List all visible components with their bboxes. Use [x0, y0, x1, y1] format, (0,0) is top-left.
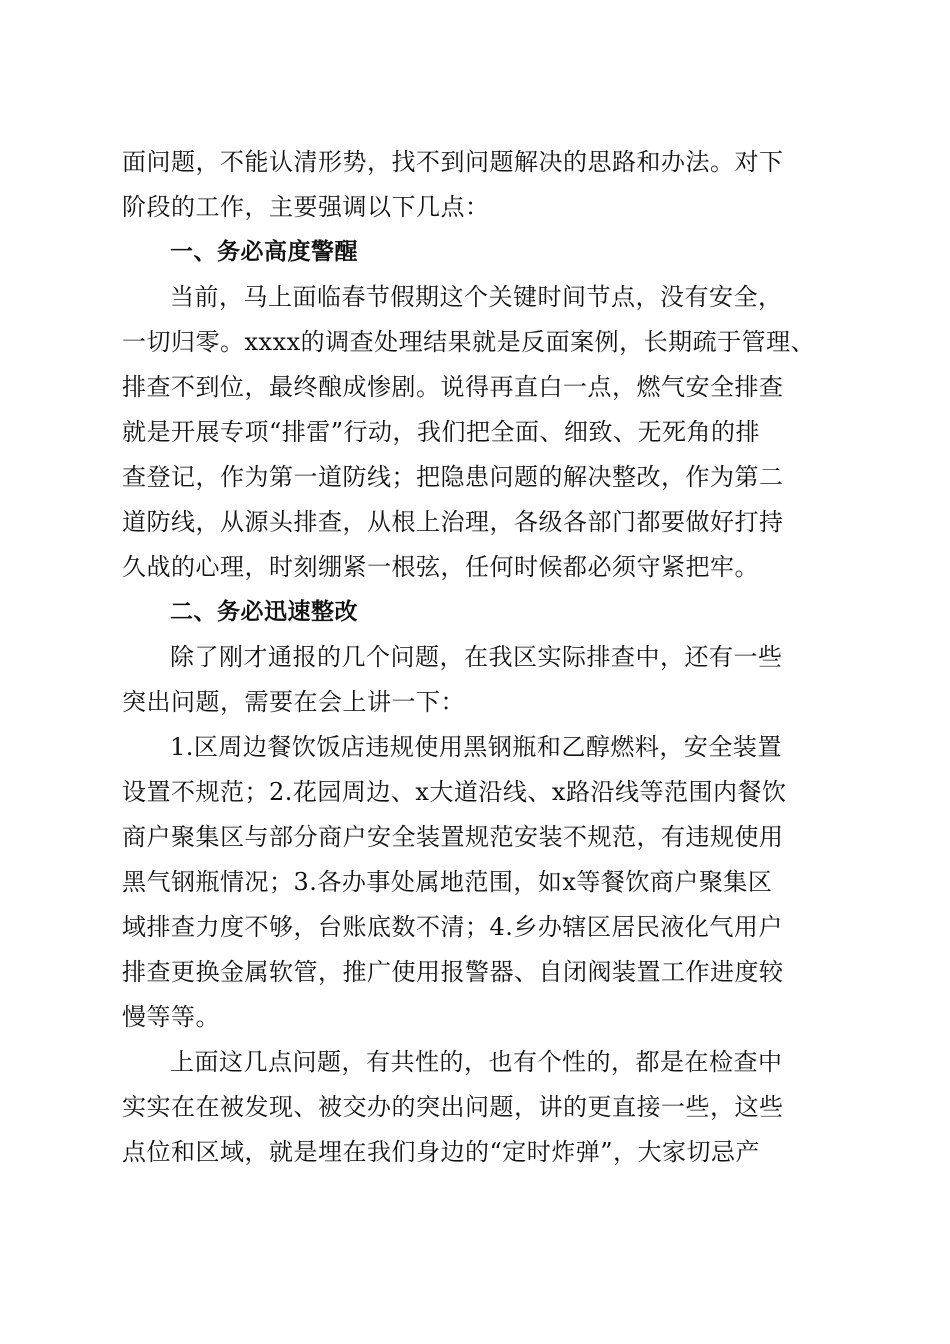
paragraph-line: 一切归零。xxxx的调查处理结果就是反面案例，长期疏于管理、: [122, 328, 816, 356]
paragraph-line: 除了刚才通报的几个问题，在我区实际排查中，还有一些: [170, 643, 783, 671]
paragraph-line: 实实在在被发现、被交办的突出问题，讲的更直接一些，这些: [122, 1093, 784, 1121]
section-heading-1: 一、务必高度警醒: [170, 239, 358, 265]
paragraph-line: 就是开展专项“排雷”行动，我们把全面、细致、无死角的排: [122, 418, 761, 446]
paragraph-line: 慢等等。: [122, 1003, 220, 1031]
document-body: [122, 140, 842, 1175]
paragraph-line: 黑气钢瓶情况；3.各办事处属地范围，如x等餐饮商户聚集区: [122, 868, 773, 896]
paragraph-line: 域排查力度不够，台账底数不清；4.乡办辖区居民液化气用户: [122, 913, 783, 941]
paragraph-line: 当前，马上面临春节假期这个关键时间节点，没有安全，: [170, 283, 783, 311]
paragraph-line: 久战的心理，时刻绷紧一根弦，任何时候都必须守紧把牢。: [122, 553, 759, 581]
paragraph-line: 1.区周边餐饮饭店违规使用黑钢瓶和乙醇燃料，安全装置: [170, 733, 782, 761]
paragraph-line: 道防线，从源头排查，从根上治理，各级各部门都要做好打持: [122, 508, 784, 536]
paragraph-line: 阶段的工作，主要强调以下几点：: [122, 193, 490, 221]
paragraph-line: 设置不规范；2.花园周边、x大道沿线、x路沿线等范围内餐饮: [122, 778, 787, 806]
paragraph-line: 面问题，不能认清形势，找不到问题解决的思路和办法。对下: [122, 148, 784, 176]
paragraph-line: 排查更换金属软管，推广使用报警器、自闭阀装置工作进度较: [122, 958, 784, 986]
paragraph-line: 突出问题，需要在会上讲一下：: [122, 688, 465, 716]
paragraph-line: 查登记，作为第一道防线；把隐患问题的解决整改，作为第二: [122, 463, 784, 491]
paragraph-line: 上面这几点问题，有共性的，也有个性的，都是在检查中: [170, 1048, 783, 1076]
paragraph-line: 点位和区域，就是埋在我们身边的“定时炸弹”，大家切忌产: [122, 1138, 761, 1166]
paragraph-line: 排查不到位，最终酿成惨剧。说得再直白一点，燃气安全排查: [122, 373, 784, 401]
section-heading-2: 二、务必迅速整改: [170, 599, 358, 625]
paragraph-line: 商户聚集区与部分商户安全装置规范安装不规范，有违规使用: [122, 823, 784, 851]
